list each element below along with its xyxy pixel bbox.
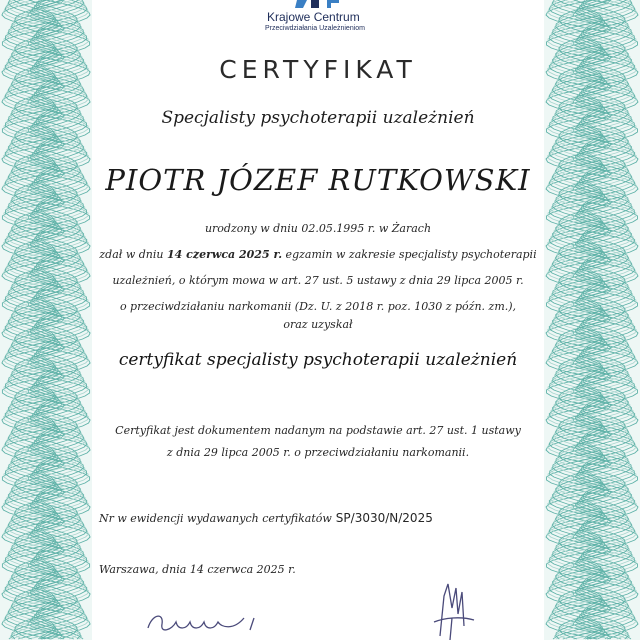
exam-line: [92, 248, 544, 261]
exam-date: 14 czerwca 2025 r.: [167, 248, 283, 261]
basis-line-1: Certyfikat jest dokumentem nadanym na podstawie art. 27 ust. 1 ustawy: [115, 424, 521, 437]
certificate-type: certyfikat specjalisty psychoterapii uzależnień: [118, 350, 518, 370]
law-line-2: o przeciwdziałaniu narkomanii (Dz. U. z 2018 r. poz. 1030 z późn. zm.),: [119, 300, 517, 313]
birth-line: urodzony w dniu 02.05.1995 r. w Żarach: [204, 222, 432, 235]
law-line-1: uzależnień, o którym mowa w art. 27 ust. 5 ustawy z dnia 29 lipca 2005 r.: [112, 274, 524, 287]
certificate-subtitle: Specjalisty psychoterapii uzależnień: [161, 108, 475, 128]
registry-number: SP/3030/N/2025: [335, 511, 433, 525]
registry-label: Nr w ewidencji wydawanych certyfikatów: [99, 512, 332, 525]
exam-prefix: zdał w dniu: [99, 248, 167, 261]
obtained-line: oraz uzyskał: [283, 318, 353, 331]
basis-line-2: z dnia 29 lipca 2005 r. o przeciwdziałaniu narkomanii.: [166, 446, 470, 459]
signature-left: [142, 600, 282, 640]
certificate-title: CERTYFIKAT: [219, 55, 417, 84]
place-date: Warszawa, dnia 14 czerwca 2025 r.: [99, 563, 296, 576]
holder-name: PIOTR JÓZEF RUTKOWSKI: [105, 163, 531, 197]
certificate-content: [92, 0, 544, 640]
logo-line-2: Przeciwdziałania Uzależnieniom: [265, 25, 365, 32]
signature-right: [422, 578, 492, 640]
guilloche-border-left: [0, 0, 92, 640]
logo-line-1: Krajowe Centrum: [267, 10, 360, 24]
registry-line: [99, 511, 433, 525]
issuer-logo: [257, 0, 387, 36]
exam-suffix: egzamin w zakresie specjalisty psychoterapii: [282, 248, 537, 261]
guilloche-border-right: [544, 0, 640, 640]
